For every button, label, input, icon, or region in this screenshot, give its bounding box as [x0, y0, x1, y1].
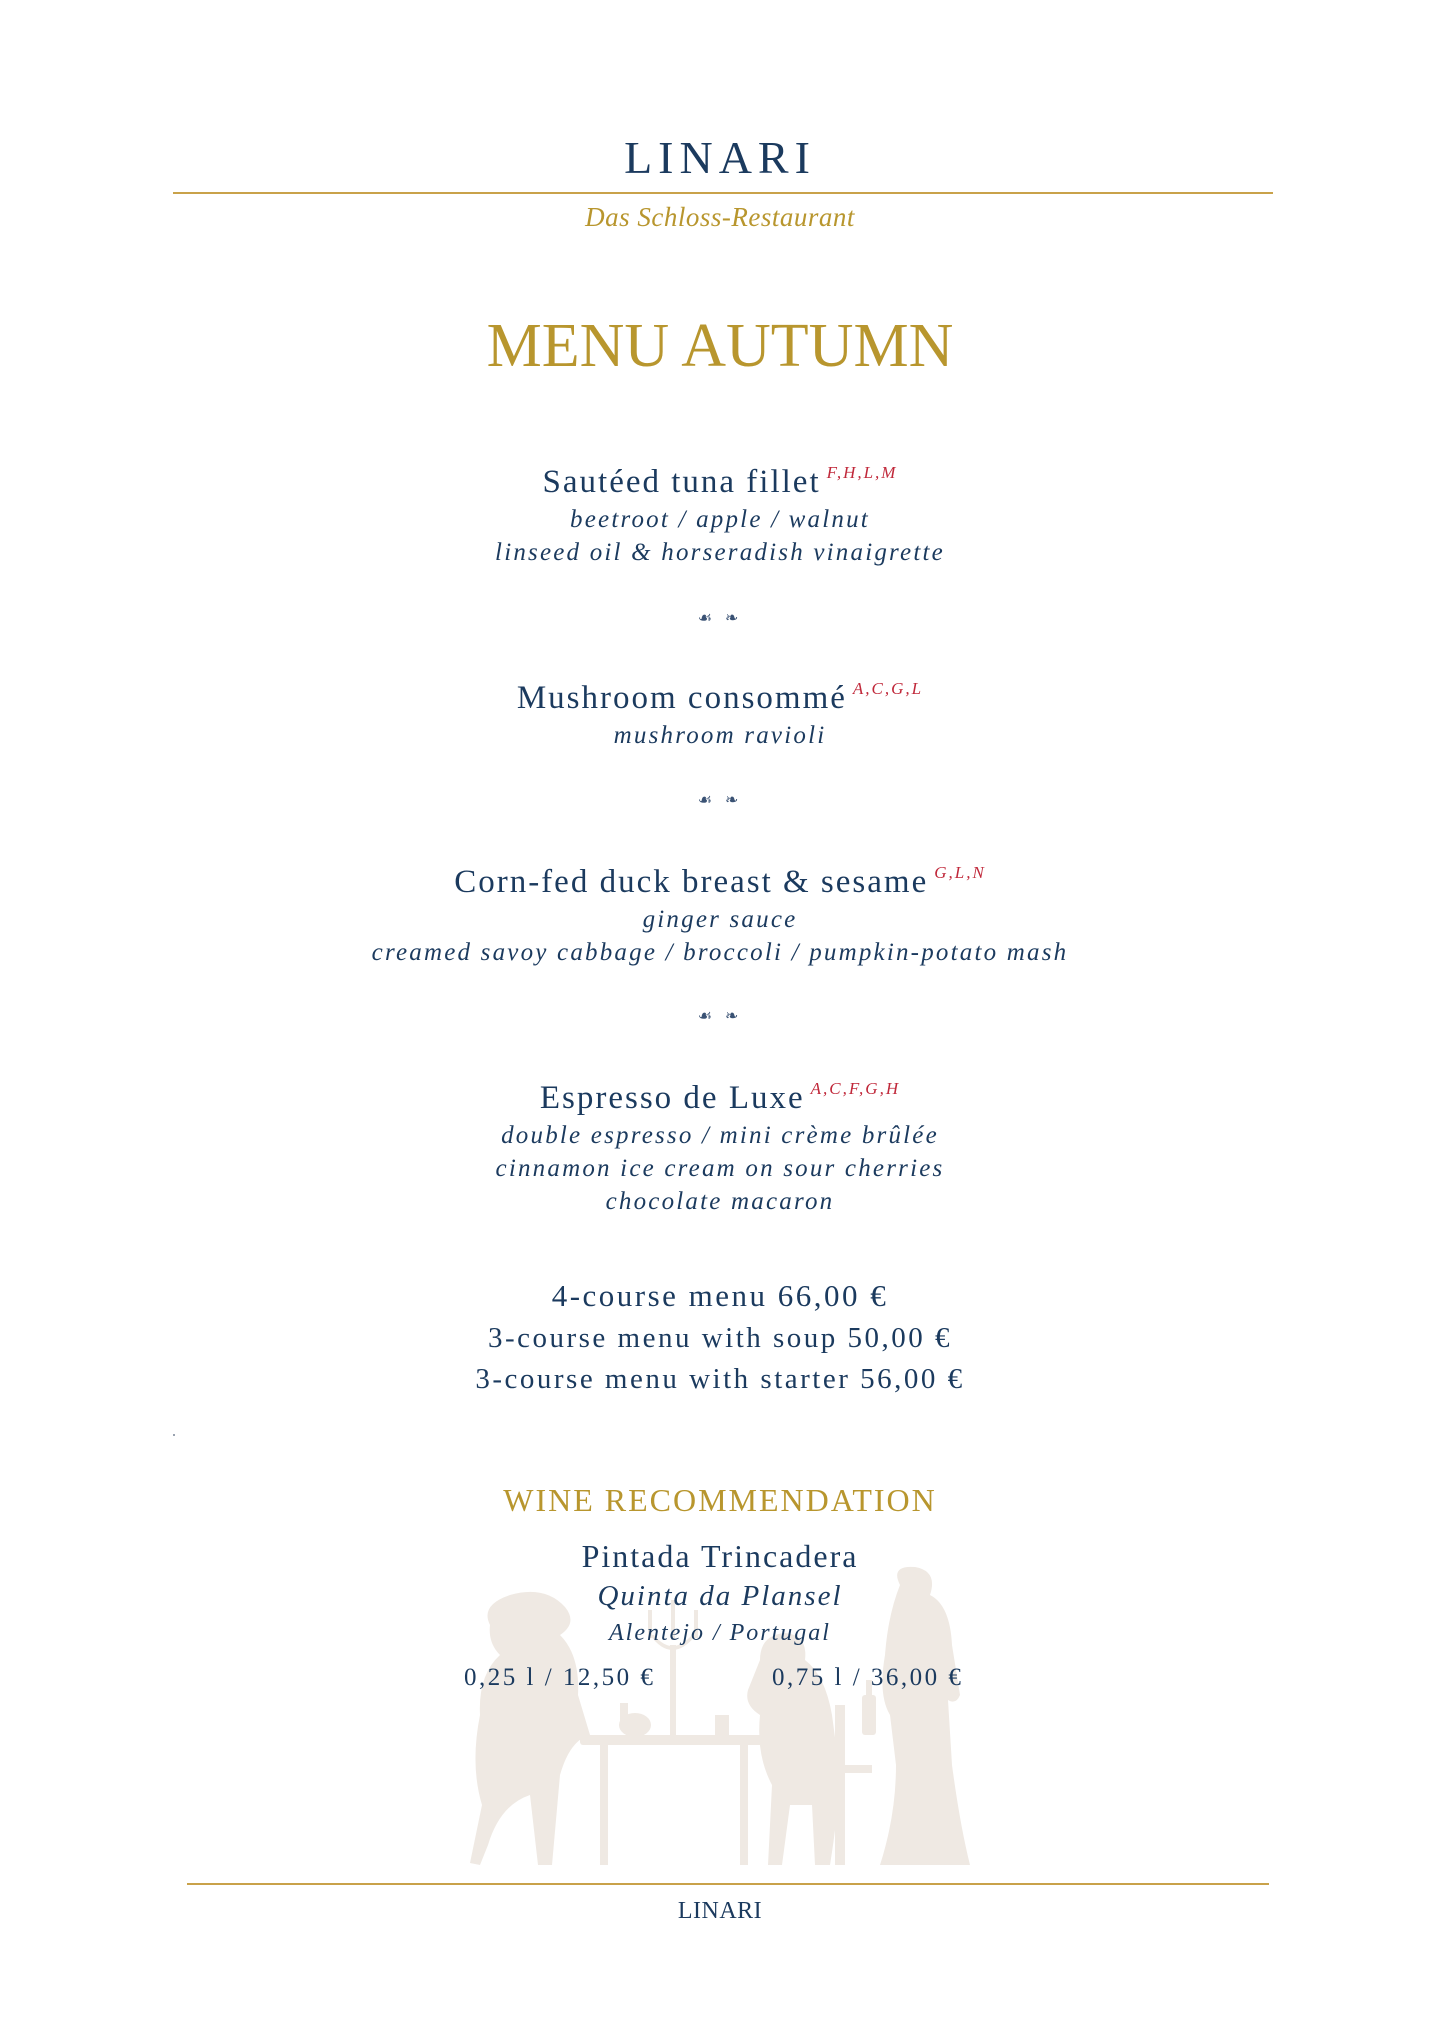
dish-description: ginger sauce [642, 906, 798, 933]
dining-scene-silhouette [460, 1565, 1020, 1885]
dish-name [0, 1068, 1440, 1119]
price-4-course: 4-course menu 66,00 € [551, 1278, 889, 1313]
dish-name [0, 852, 1440, 903]
brand-subtitle: Das Schloss-Restaurant [585, 202, 855, 232]
dish-description: double espresso / mini crème brûlée [501, 1122, 939, 1149]
wine-producer: Quinta da Plansel [597, 1580, 843, 1612]
dish-name-text: Corn-fed duck breast & sesame [454, 864, 929, 900]
wine-price-glass: 0,25 l / 12,50 € [464, 1664, 656, 1691]
allergen-codes: G,L,N [934, 863, 986, 882]
ornament-divider: ☙ ❧ [697, 1006, 743, 1025]
footer-brand: LINARI [677, 1898, 763, 1924]
course-2 [0, 668, 1440, 752]
course-4 [0, 1068, 1440, 1218]
ornament-divider: ☙ ❧ [697, 790, 743, 809]
wine-price-bottle: 0,75 l / 36,00 € [772, 1664, 964, 1691]
brand-title: LINARI [624, 132, 816, 183]
dish-name [0, 452, 1440, 503]
dish-description: linseed oil & horseradish vinaigrette [495, 539, 945, 566]
dish-name-text: Espresso de Luxe [539, 1080, 805, 1116]
wine-heading: WINE RECOMMENDATION [503, 1482, 937, 1518]
dish-name [0, 668, 1440, 719]
dish-name-text: Mushroom consommé [516, 680, 847, 716]
footer-rule [187, 1883, 1269, 1885]
course-3 [0, 852, 1440, 969]
dish-description: chocolate macaron [605, 1188, 835, 1215]
wine-name: Pintada Trincadera [581, 1538, 859, 1574]
price-3-course-soup: 3-course menu with soup 50,00 € [487, 1322, 953, 1354]
menu-prices [0, 1274, 1440, 1400]
dish-description: creamed savoy cabbage / broccoli / pumpkin-potato mash [371, 939, 1069, 966]
stray-mark [173, 1434, 175, 1436]
course-1 [0, 452, 1440, 569]
ornament-divider: ☙ ❧ [697, 608, 743, 627]
allergen-codes: F,H,L,M [826, 463, 898, 482]
header-rule [173, 192, 1273, 194]
dish-description: mushroom ravioli [613, 722, 827, 749]
dish-description: beetroot / apple / walnut [570, 506, 870, 533]
allergen-codes: A,C,G,L [852, 679, 924, 698]
dish-name-text: Sautéed tuna fillet [542, 464, 821, 500]
price-3-course-starter: 3-course menu with starter 56,00 € [475, 1363, 965, 1395]
allergen-codes: A,C,F,G,H [810, 1079, 901, 1098]
menu-title: MENU AUTUMN [486, 312, 954, 380]
dish-description: cinnamon ice cream on sour cherries [495, 1155, 945, 1182]
wine-region: Alentejo / Portugal [609, 1620, 831, 1646]
